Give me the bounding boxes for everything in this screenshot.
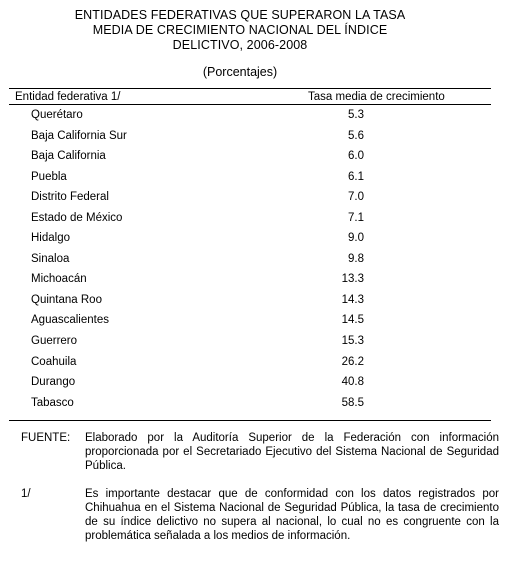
table-bottom-rule: [9, 420, 491, 421]
table-row: [0, 355, 520, 376]
source-text: Elaborado por la Auditoría Superior de la Federación con información proporcionada por el Secretariado Ejecutivo del Sistema Nacional de Seguridad Pública.: [85, 432, 499, 472]
growth-rate: 15.3: [341, 335, 364, 348]
entity-name: Puebla: [31, 170, 67, 183]
table-row: [0, 170, 520, 191]
table-row: [0, 396, 520, 417]
title-line-1: ENTIDADES FEDERATIVAS QUE SUPERARON LA TASA: [74, 8, 406, 22]
entity-name: Baja California Sur: [31, 129, 127, 142]
growth-rate: 5.3: [348, 109, 364, 121]
growth-rate: 6.0: [348, 150, 364, 163]
entity-name: Querétaro: [31, 109, 83, 121]
table-title: [0, 8, 480, 53]
entity-name: Estado de México: [31, 211, 123, 224]
footnote-text: Es importante destacar que de conformidad con los datos registrados por Chihuahua en el Sistema Nacional de Seguridad Pública, la tasa de crecimiento de su índice delictivo no supera al nacional, lo cual no es congruente con la problemática señalada a los medios de información.: [85, 488, 499, 542]
growth-rate: 13.3: [341, 273, 364, 286]
source-label: FUENTE:: [21, 432, 71, 444]
table-body: [0, 108, 520, 416]
entity-name: Durango: [31, 376, 76, 389]
growth-rate: 14.3: [341, 293, 364, 306]
table-subtitle: (Porcentajes): [202, 65, 278, 79]
table-row: [0, 252, 520, 273]
growth-rate: 7.1: [348, 211, 364, 224]
entity-name: Tabasco: [31, 396, 74, 409]
footnote-label: 1/: [21, 488, 31, 500]
entity-name: Michoacán: [31, 273, 87, 286]
table-row: [0, 375, 520, 396]
table-row: [0, 190, 520, 211]
table-row: [0, 129, 520, 150]
entity-name: Guerrero: [31, 335, 78, 348]
table-row: [0, 272, 520, 293]
table-row: [0, 211, 520, 232]
growth-rate: 9.8: [348, 252, 364, 265]
growth-rate: 40.8: [341, 376, 364, 389]
entity-name: Aguascalientes: [31, 314, 109, 327]
column-header-entity: Entidad federativa 1/: [15, 91, 121, 103]
entity-name: Hidalgo: [31, 232, 70, 245]
table-row: [0, 149, 520, 170]
title-line-2: MEDIA DE CRECIMIENTO NACIONAL DEL ÍNDICE: [92, 23, 388, 37]
column-header-rate: Tasa media de crecimiento: [308, 91, 445, 103]
table-row: [0, 313, 520, 334]
table-row: [0, 293, 520, 314]
entity-name: Coahuila: [31, 355, 77, 368]
growth-rate: 7.0: [348, 191, 364, 204]
title-line-3: DELICTIVO, 2006-2008: [172, 38, 308, 52]
header-bottom-rule: [9, 104, 491, 105]
growth-rate: 58.5: [341, 396, 364, 409]
table-row: [0, 108, 520, 129]
growth-rate: 6.1: [348, 170, 364, 183]
entity-name: Distrito Federal: [31, 191, 109, 204]
entity-name: Baja California: [31, 150, 106, 163]
table-row: [0, 231, 520, 252]
entity-name: Sinaloa: [31, 252, 70, 265]
growth-rate: 5.6: [348, 129, 364, 142]
growth-rate: 9.0: [348, 232, 364, 245]
header-top-rule: [9, 88, 491, 89]
table-row: [0, 334, 520, 355]
entity-name: Quintana Roo: [31, 293, 102, 306]
growth-rate: 26.2: [341, 355, 364, 368]
growth-rate: 14.5: [341, 314, 364, 327]
